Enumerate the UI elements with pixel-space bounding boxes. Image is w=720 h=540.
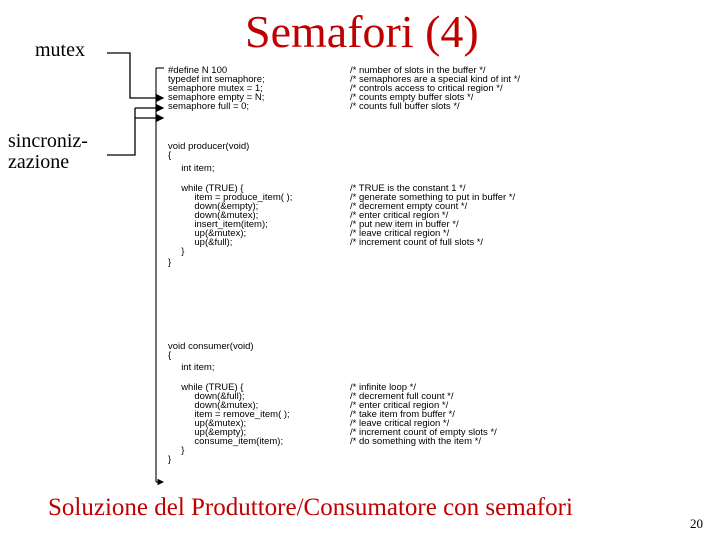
code-text: int item; bbox=[168, 163, 215, 174]
code-listing bbox=[168, 66, 568, 491]
code-text: up(&full); bbox=[168, 237, 233, 248]
code-text: } bbox=[168, 257, 172, 268]
code-text: void producer(void) bbox=[168, 141, 250, 152]
code-text: down(&mutex); bbox=[168, 210, 259, 221]
code-text: } bbox=[168, 246, 185, 257]
code-comment: /* put new item in buffer */ bbox=[350, 219, 459, 230]
code-comment: /* leave critical region */ bbox=[350, 228, 450, 239]
code-comment: /* leave critical region */ bbox=[350, 418, 450, 429]
code-text: semaphore full = 0; bbox=[168, 101, 250, 112]
code-text: insert_item(item); bbox=[168, 219, 268, 230]
code-comment: /* enter critical region */ bbox=[350, 400, 449, 411]
code-text: up(&empty); bbox=[168, 427, 247, 438]
code-comment: /* decrement empty count */ bbox=[350, 201, 468, 212]
mutex-label: mutex bbox=[35, 39, 85, 61]
code-text: item = produce_item( ); bbox=[168, 192, 293, 203]
code-text: { bbox=[168, 350, 172, 361]
sync-label-line-1: sincroniz- bbox=[8, 130, 88, 152]
code-comment: /* controls access to critical region */ bbox=[350, 83, 503, 94]
code-text: semaphore mutex = 1; bbox=[168, 83, 263, 94]
code-comment: /* number of slots in the buffer */ bbox=[350, 65, 486, 76]
sync-label-line-2: zazione bbox=[8, 151, 70, 173]
code-comment: /* increment count of full slots */ bbox=[350, 237, 484, 248]
code-comment: /* increment count of empty slots */ bbox=[350, 427, 497, 438]
slide-caption: Soluzione del Produttore/Consumatore con semafori bbox=[48, 494, 573, 521]
code-text: semaphore empty = N; bbox=[168, 92, 265, 103]
code-text: item = remove_item( ); bbox=[168, 409, 290, 420]
code-comment: /* take item from buffer */ bbox=[350, 409, 455, 420]
code-text: down(&empty); bbox=[168, 201, 259, 212]
margin-arrow bbox=[156, 68, 164, 482]
code-text: void consumer(void) bbox=[168, 341, 254, 352]
code-comment: /* do something with the item */ bbox=[350, 436, 481, 447]
code-text: } bbox=[168, 445, 185, 456]
code-comment: /* counts full buffer slots */ bbox=[350, 101, 460, 112]
code-text: #define N 100 bbox=[168, 65, 228, 76]
code-comment: /* enter critical region */ bbox=[350, 210, 449, 221]
code-text: while (TRUE) { bbox=[168, 382, 244, 393]
code-comment: /* generate something to put in buffer */ bbox=[350, 192, 516, 203]
page-number: 20 bbox=[690, 516, 703, 531]
code-text: while (TRUE) { bbox=[168, 183, 244, 194]
slide-title: Semafori (4) bbox=[245, 6, 479, 57]
code-comment: /* TRUE is the constant 1 */ bbox=[350, 183, 466, 194]
code-comment: /* counts empty buffer slots */ bbox=[350, 92, 474, 103]
code-text: down(&full); bbox=[168, 391, 245, 402]
code-text: up(&mutex); bbox=[168, 228, 247, 239]
code-comment: /* semaphores are a special kind of int */ bbox=[350, 74, 521, 85]
code-comment: /* decrement full count */ bbox=[350, 391, 454, 402]
code-text: down(&mutex); bbox=[168, 400, 259, 411]
code-text: typedef int semaphore; bbox=[168, 74, 265, 85]
code-text: } bbox=[168, 454, 172, 465]
mutex-connector-arrow bbox=[107, 53, 163, 98]
code-text: { bbox=[168, 150, 172, 161]
sync-connector-arrows bbox=[107, 108, 163, 155]
code-comment: /* infinite loop */ bbox=[350, 382, 417, 393]
code-text: consume_item(item); bbox=[168, 436, 284, 447]
code-text: int item; bbox=[168, 362, 215, 373]
code-text: up(&mutex); bbox=[168, 418, 247, 429]
